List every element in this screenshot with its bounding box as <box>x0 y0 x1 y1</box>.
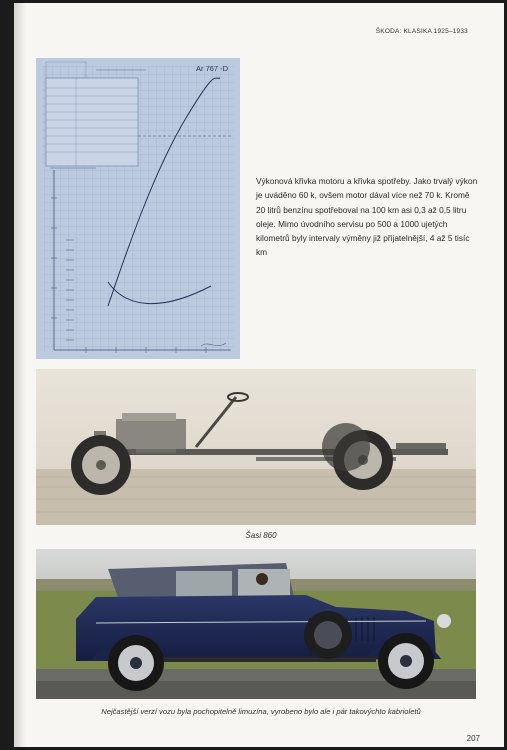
chassis-caption: Šasi 860 <box>245 531 277 540</box>
intro-paragraph: Výkonová křivka motoru a křivka spotřeby. Jako trvalý výkon je uváděno 60 k, ovšem motor dával více než 70 k. Kromě 20 litrů benzínu spotřeboval na 100 km asi 0,3 až 0,5 litru oleje. Mimo úvodního servisu po 500 a 1000 ujetých kilometrů byly intervaly výměny již přijatelnější, 4 až 5 tisíc km <box>256 176 478 258</box>
cabriolet-caption: Nejčastější verzí vozu byla pochopitelně limuzína, vyrobeno bylo ale i pár takovýchto kabrioletů <box>101 707 421 716</box>
page-number: 207 <box>466 734 480 743</box>
book-page <box>14 3 504 747</box>
running-header: ŠKODA: KLASIKA 1925–1933 <box>375 28 468 35</box>
cabriolet-photo <box>36 549 476 699</box>
engine-curve-blueprint-drawing <box>36 58 240 359</box>
drawing-stamp-label: Ar 767 -D <box>196 64 229 73</box>
spare-wheel <box>304 611 352 659</box>
rear-wheel-car <box>108 635 164 691</box>
chassis-photo <box>36 369 476 525</box>
front-wheel-car <box>378 633 434 689</box>
front-wheel <box>71 435 131 495</box>
engine-curve-blueprint-photo <box>36 58 240 359</box>
gutter-shadow <box>16 3 26 747</box>
